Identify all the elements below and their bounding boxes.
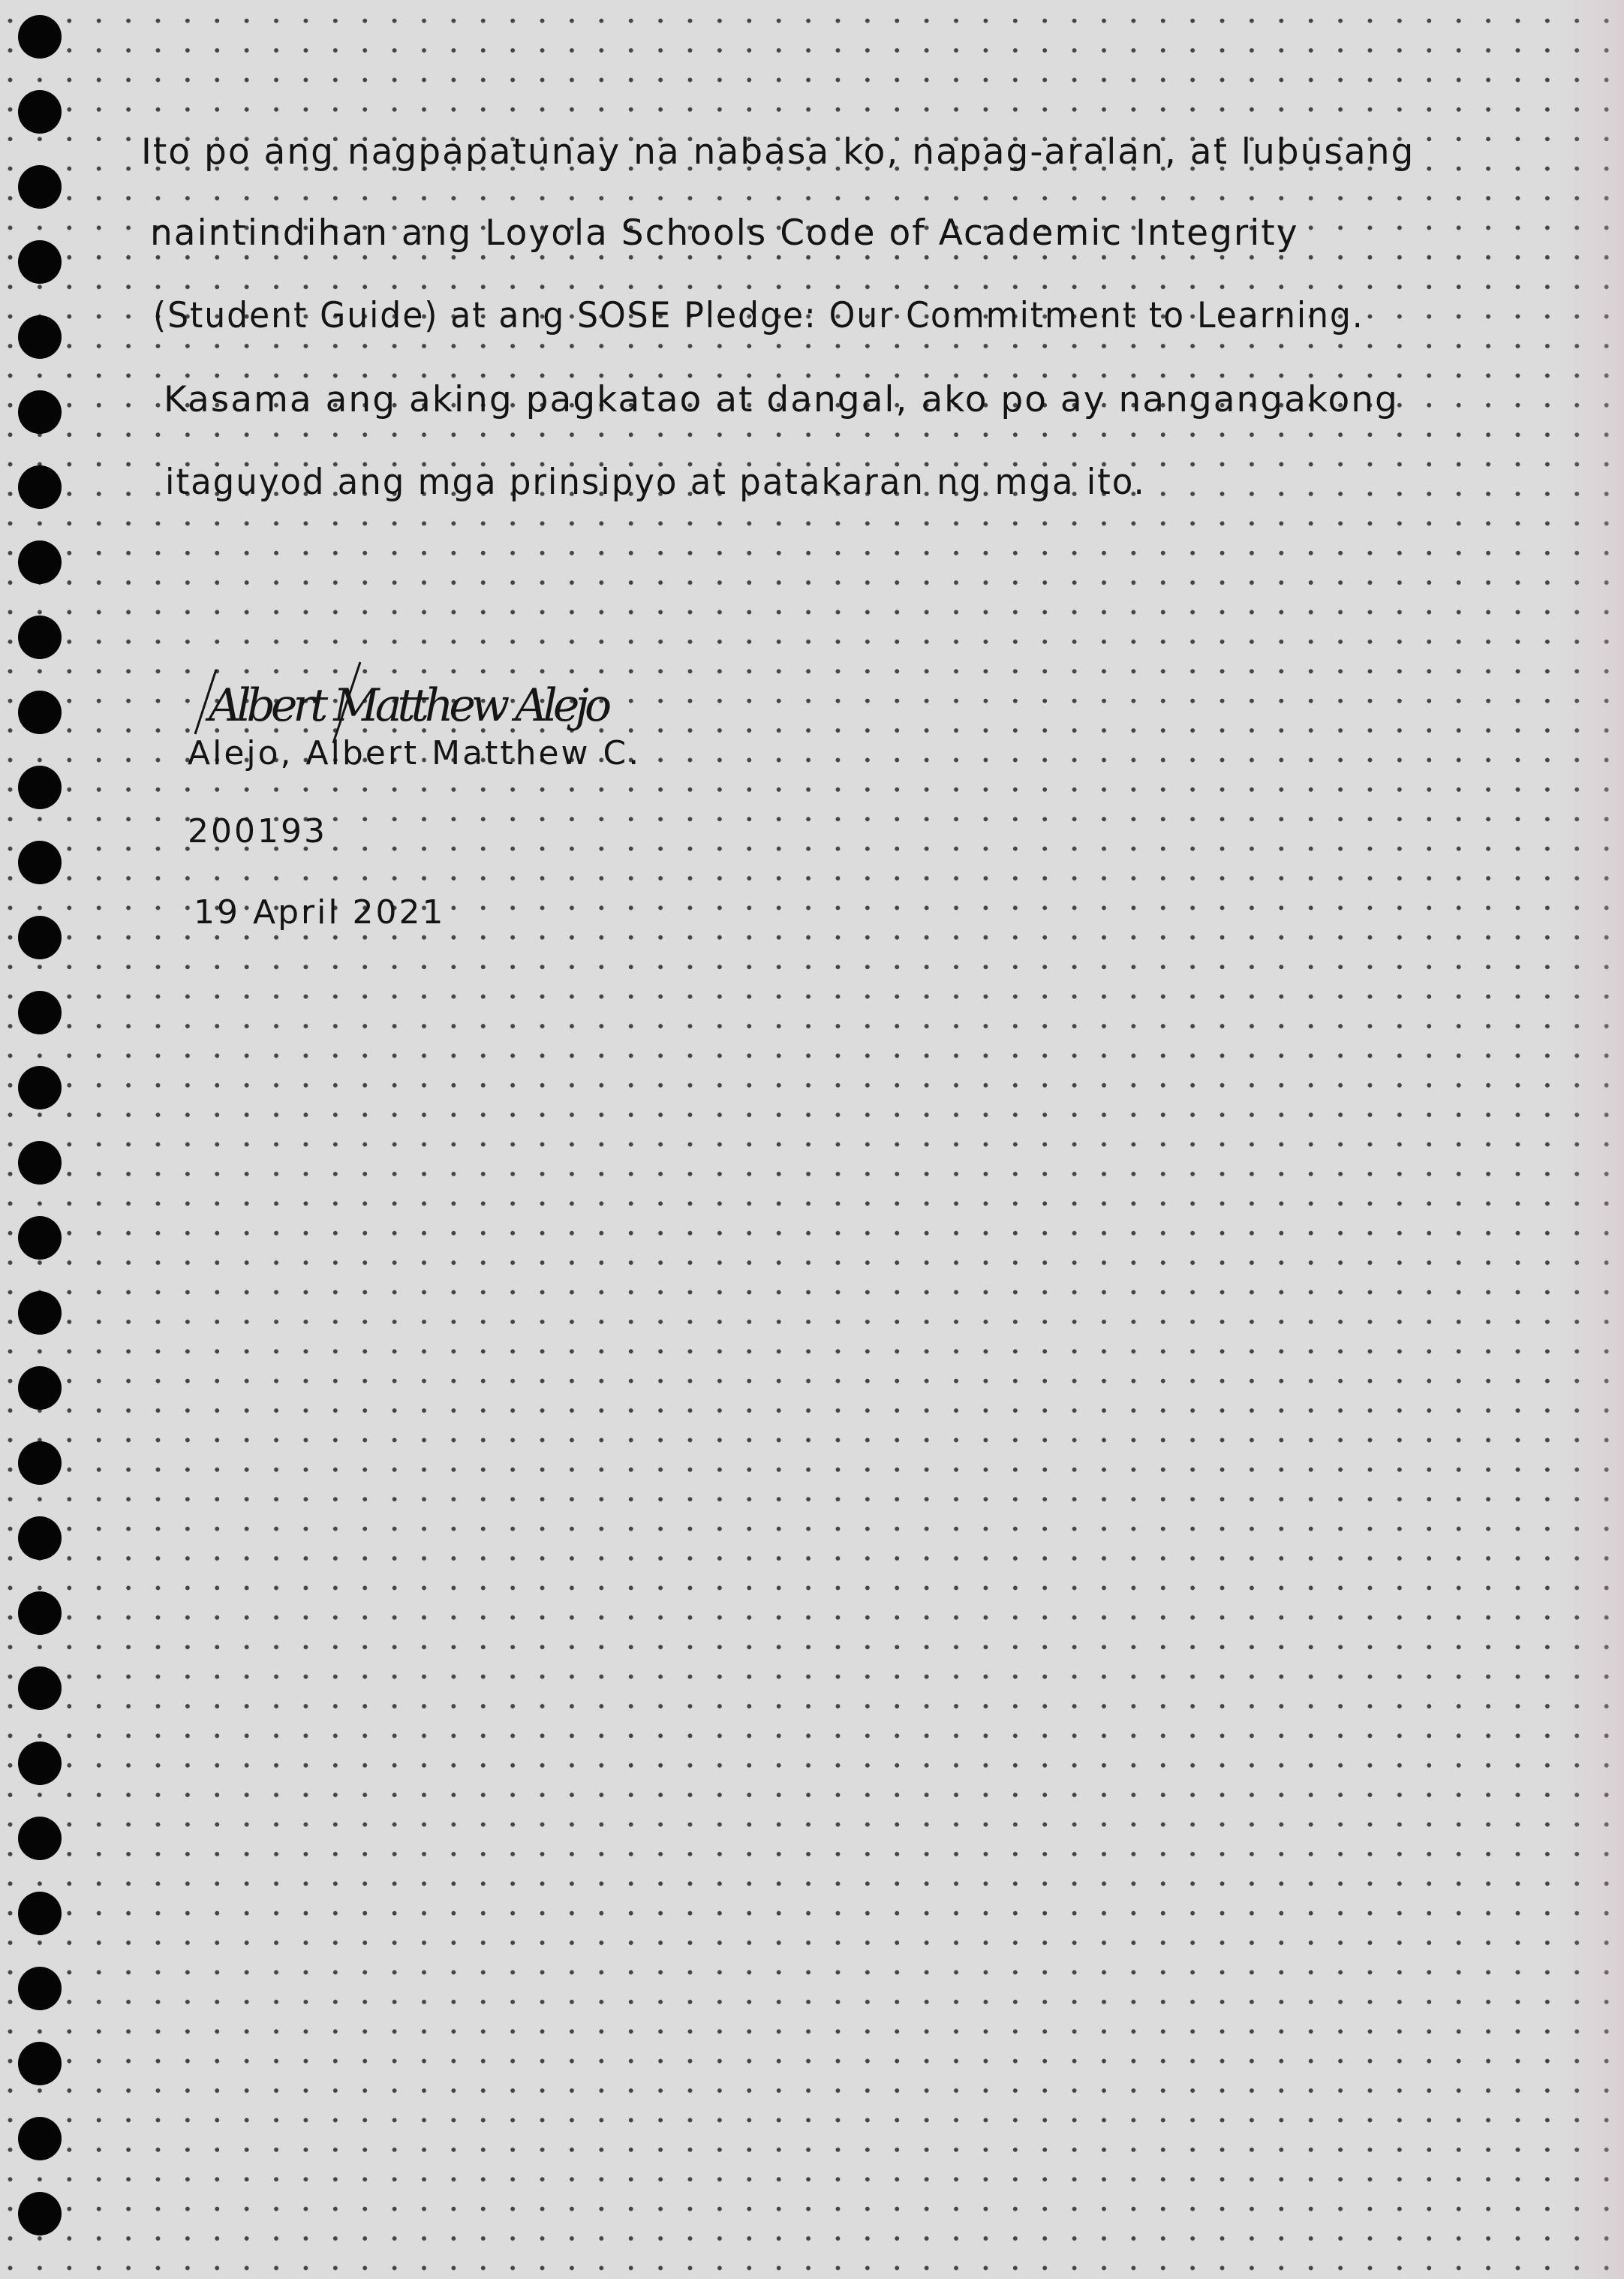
binder-hole — [18, 390, 62, 434]
binder-hole — [18, 691, 62, 734]
pledge-line-3: (Student Guide) at ang SOSE Pledge: Our Commitment to Learning. — [153, 295, 1364, 336]
binder-hole — [18, 1216, 62, 1260]
signature-text: Albert Matthew Alejo — [209, 679, 608, 732]
student-id-number: 200193 — [188, 812, 327, 850]
binder-hole — [18, 616, 62, 659]
binder-hole — [18, 315, 62, 359]
pledge-line-4: Kasama ang aking pagkatao at dangal, ako po ay nangangakong — [164, 379, 1399, 420]
pledge-line-1: Ito po ang nagpapatunay na nabasa ko, napag-aralan, at lubusang — [141, 131, 1415, 173]
signing-date: 19 April 2021 — [194, 893, 446, 932]
binder-hole — [18, 1742, 62, 1785]
binder-hole — [18, 2192, 62, 2235]
binder-hole — [18, 916, 62, 959]
binder-hole — [18, 991, 62, 1034]
binder-hole — [18, 1591, 62, 1635]
binder-hole — [18, 1666, 62, 1710]
binder-hole — [18, 465, 62, 509]
binder-hole — [18, 240, 62, 284]
page-edge-shadow — [1556, 0, 1624, 2279]
binder-hole — [18, 15, 62, 59]
binder-hole — [18, 1366, 62, 1410]
binder-hole — [18, 1441, 62, 1485]
pledge-line-2: naintindihan ang Loyola Schools Code of Academic Integrity — [150, 212, 1299, 254]
binder-hole — [18, 1967, 62, 2010]
binder-hole — [18, 2042, 62, 2085]
binder-hole — [18, 1066, 62, 1109]
pledge-line-5: itaguyod ang mga prinsipyo at patakaran ng mga ito. — [165, 462, 1146, 503]
binder-hole — [18, 90, 62, 134]
binder-hole — [18, 1892, 62, 1935]
binder-hole — [18, 766, 62, 809]
binder-hole — [18, 1141, 62, 1185]
binder-hole — [18, 540, 62, 584]
binder-hole — [18, 165, 62, 209]
binder-hole — [18, 1817, 62, 1860]
binder-hole — [18, 2117, 62, 2160]
binder-hole — [18, 1516, 62, 1560]
binder-hole — [18, 841, 62, 884]
signatory-name: Alejo, Albert Matthew C. — [188, 734, 642, 772]
binder-holes — [18, 15, 63, 2274]
binder-hole — [18, 1291, 62, 1335]
